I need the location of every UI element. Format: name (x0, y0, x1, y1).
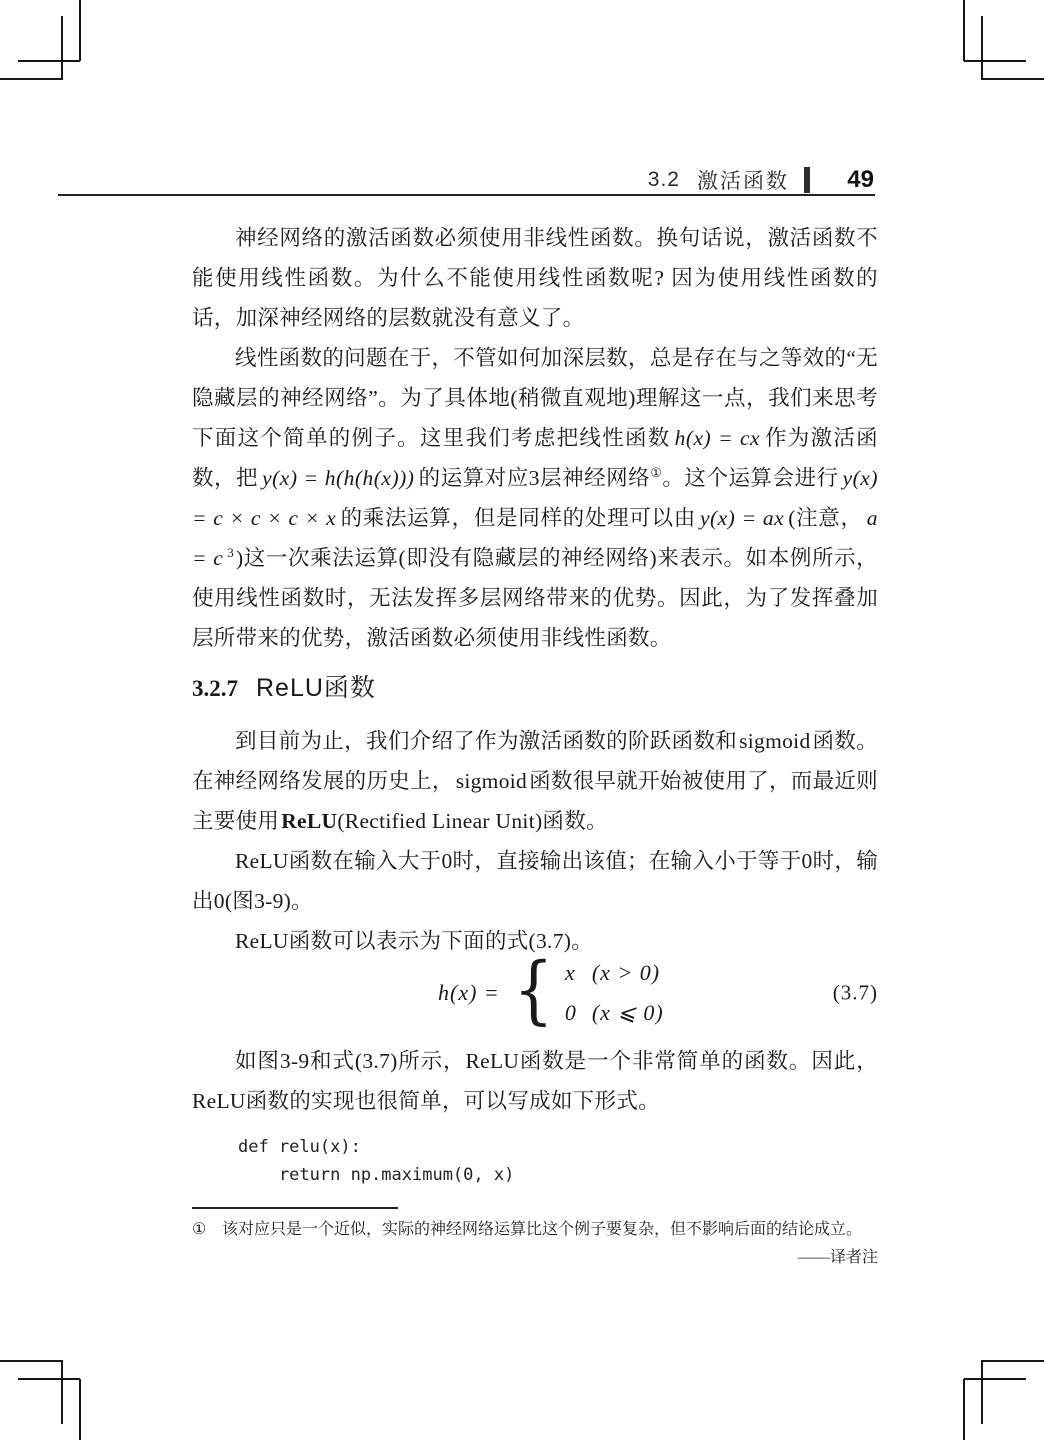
text-run: 3 (227, 544, 235, 560)
text-run: ReLU函数可以表示为下面的式(3.7)。 (235, 929, 594, 953)
text-run: )这一次乘法运算(即没有隐藏层的神经网络)来表示。如本例所示，使用线性函数时，无法发挥多层网络带来的优势。因此，为了发挥叠加层所带来的优势，激活函数必须使用非线性函数。 (192, 546, 878, 650)
crop-mark-bottom-left (0, 1360, 80, 1440)
text-run: 线性函数的问题在于，不管如何加深层数，总是存在与之等效的“无隐藏层的神经网络”。为了具体地(稍微直观地)理解这一点，我们来思考下面这个简单的例子。这里我们考虑把线性函数 (192, 346, 878, 450)
case-value: x (564, 960, 575, 985)
text-run: sigmoid (455, 769, 528, 793)
text-run: (Rectified Linear Unit)函数。 (337, 809, 608, 833)
text-run: 函数很早就开始被使用了，而最近则主要使用 (192, 769, 878, 833)
text-run: 的乘法运算，但是同样的处理可以由 (340, 506, 696, 530)
equation-3-7 (192, 947, 878, 1033)
equation-case-row (565, 993, 664, 1033)
equation-number: (3.7) (832, 980, 878, 1005)
code-line: def relu(x): (238, 1137, 361, 1157)
crop-mark-top-right (964, 0, 1044, 80)
running-header (0, 164, 874, 196)
footnote-rule (192, 1207, 398, 1209)
header-rule (58, 194, 875, 196)
text-run: y(x) = h(h(h(x))) (262, 466, 415, 490)
crop-mark-bottom-right (964, 1360, 1044, 1440)
par-relu-history (192, 721, 878, 841)
header-section-number: 3.2 (647, 168, 680, 191)
text-run: h(x) = cx (674, 426, 761, 450)
equation-case-row (565, 953, 664, 993)
code-line: return np.maximum(0, x) (238, 1165, 515, 1185)
text-run: 函数。在神经网络发展的历史上， (192, 729, 878, 793)
text-run: 作为激活函数，把 (192, 426, 878, 490)
par-activation-must-be-nonlinear (192, 218, 878, 338)
text-run: 到目前为止，我们介绍了作为激活函数的阶跃函数和 (235, 729, 738, 753)
text-run: 神经网络的激活函数必须使用非线性函数。换句话说，激活函数不能使用线性函数。为什么不能使用线性函数呢? 因为使用线性函数的话，加深神经网络的层数就没有意义了。 (192, 226, 878, 330)
page-number: 49 (847, 166, 874, 193)
crop-mark-top-left (0, 0, 80, 80)
code-block-relu (238, 1133, 878, 1189)
footnote (192, 1207, 878, 1271)
footnote-marker: ① (192, 1221, 207, 1238)
case-condition: (x > 0) (591, 960, 661, 985)
text-run: y(x) = c × c × c × x (192, 466, 878, 530)
section-number: 3.2.7 (192, 676, 238, 701)
text-run: ① (650, 464, 663, 480)
section-title: ReLU函数 (256, 674, 376, 702)
header-section-title: 激活函数 (697, 170, 789, 193)
footnote-content: 该对应只是一个近似，实际的神经网络运算比这个例子要复杂，但不影响后面的结论成立。 (222, 1221, 863, 1238)
par-relu-behavior (192, 841, 878, 921)
equation-cases (565, 953, 664, 1033)
par-relu-simple (192, 1041, 878, 1121)
page-content (192, 218, 878, 1271)
footnote-attribution: ——译者注 (797, 1249, 878, 1266)
text-run: sigmoid (739, 729, 811, 753)
text-run: 如图3-9和式(3.7)所示，ReLU函数是一个非常简单的函数。因此，ReLU函数的实现也很简单，可以写成如下形式。 (192, 1049, 878, 1113)
text-run: ReLU函数在输入大于0时，直接输出该值；在输入小于等于0时，输出0(图3-9)。 (192, 849, 878, 913)
text-run: 的运算对应3层神经网络 (418, 466, 651, 490)
case-condition: (x ⩽ 0) (591, 1000, 664, 1025)
text-run: ReLU (281, 809, 338, 833)
text-run: (注意， (788, 506, 863, 530)
text-run: 。这个运算会进行 (662, 466, 839, 490)
equation-brace: { (513, 947, 554, 1033)
text-run: a = c (192, 506, 878, 570)
case-value: 0 (564, 1000, 576, 1025)
equation-lhs: h(x) = (438, 980, 500, 1005)
par-linear-function-problem (192, 338, 878, 658)
section-heading-3-2-7 (192, 670, 878, 707)
text-run: y(x) = ax (699, 506, 785, 530)
footnote-text (192, 1217, 878, 1243)
